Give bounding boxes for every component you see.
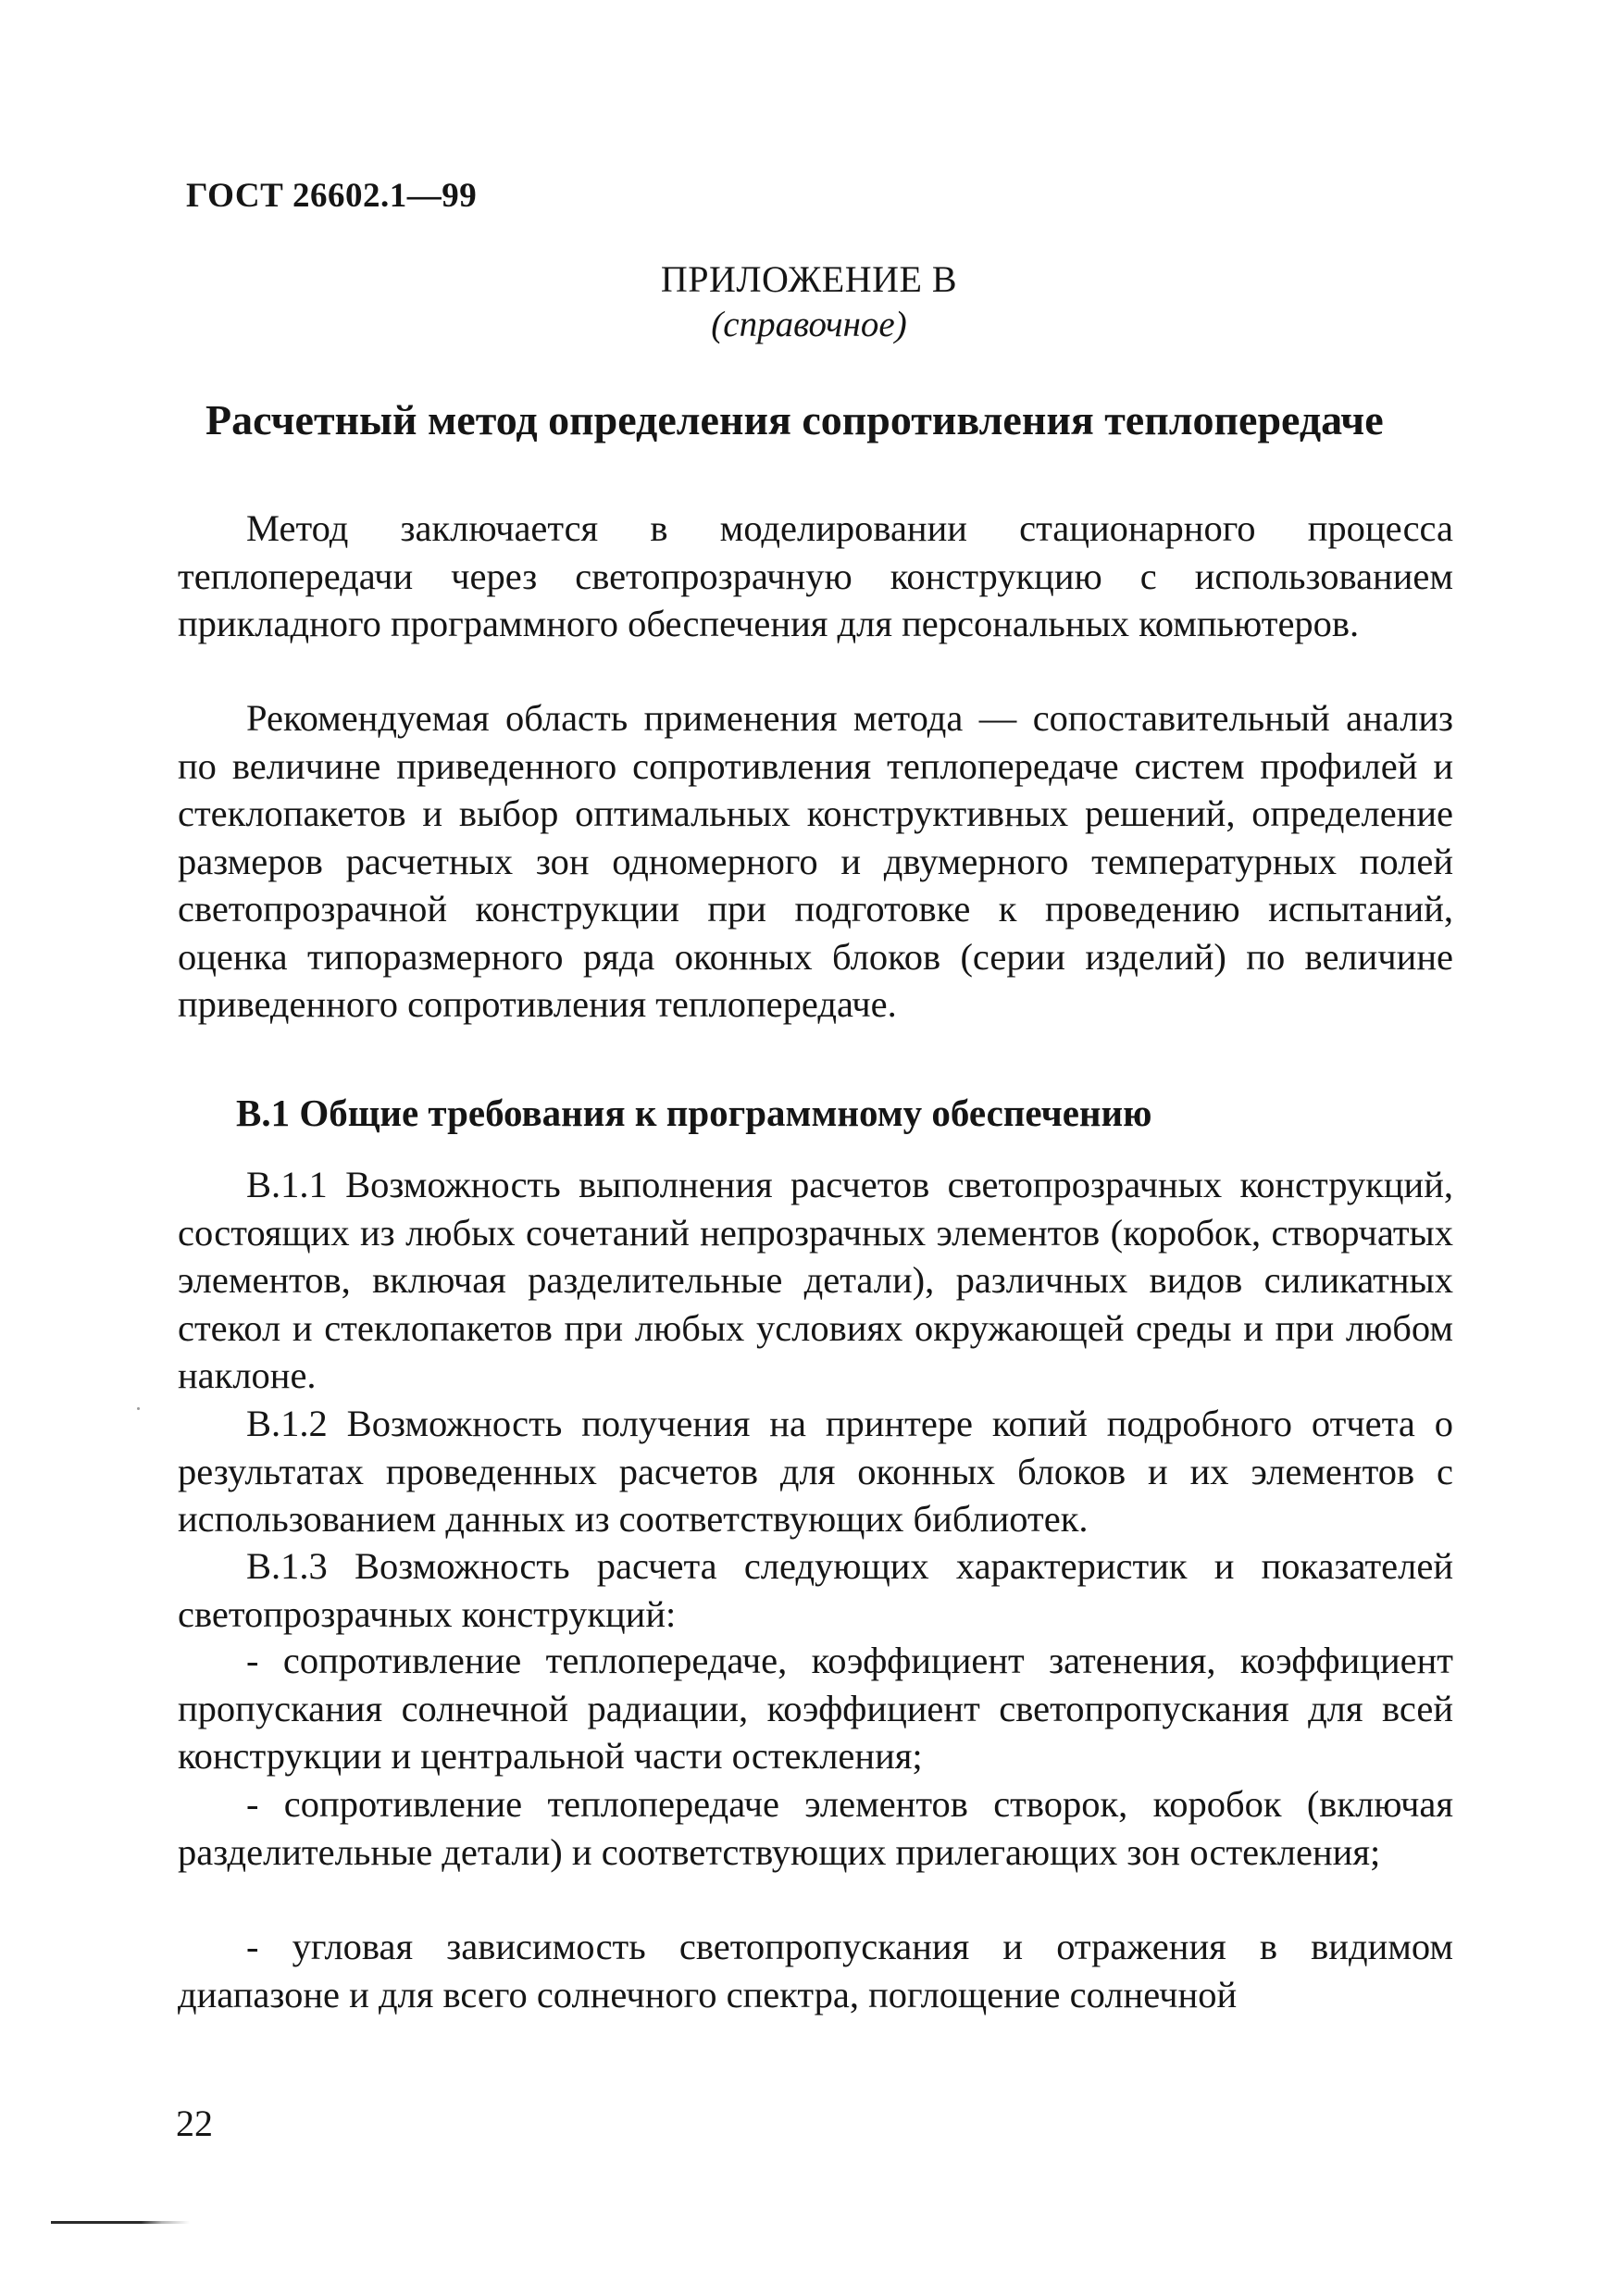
paragraph-b-1-3: В.1.3 Возможность расчета следующих характеристик и показателей светопрозрачных конструкций: bbox=[178, 1545, 1453, 1635]
paragraph-b-1-1: В.1.1 Возможность выполнения расчетов светопрозрачных конструкций, состоящих из любых сочетаний непрозрачных элементов (коробок, створчатых элементов, включая разделительные детали), различных видов силикатных стекол и стеклопакетов при любых условиях окружающей среды и при любом наклоне. bbox=[178, 1164, 1453, 1396]
subsection-title: В.1 Общие требования к программному обеспечению bbox=[236, 1092, 1152, 1134]
paragraph-b-1-2: В.1.2 Возможность получения на принтере копий подробного отчета о результатах проведенных расчетов для оконных блоков и их элементов с использованием данных из соответствующих библиотек. bbox=[178, 1403, 1453, 1540]
scan-artifact-speck bbox=[137, 1407, 140, 1410]
paragraph-scope: Рекомендуемая область применения метода — сопоставительный анализ по величине приведенного сопротивления теплопередаче систем профилей и стеклопакетов и выбор оптимальных конструктивных решений, определение размеров расчетных зон одномерного и двумерного температурных полей светопрозрачной конструкции при подготовке к проведению испытаний, оценка типоразмерного ряда оконных блоков (серии изделий) по величине приведенного сопротивления теплопередаче. bbox=[178, 697, 1453, 1025]
list-item-thermal-resistance: - сопротивление теплопередаче, коэффициент затенения, коэффициент пропускания солнечной радиации, коэффициент светопропускания для всей конструкции и центральной части остекления; bbox=[178, 1640, 1453, 1777]
document-code: ГОСТ 26602.1—99 bbox=[186, 177, 478, 215]
section-title: Расчетный метод определения сопротивления теплопередаче bbox=[205, 396, 1384, 443]
scan-artifact-rule bbox=[51, 2221, 190, 2224]
paragraph-method: Метод заключается в моделировании стационарного процесса теплопередачи через светопрозрачную конструкцию с использованием прикладного программного обеспечения для персональных компьютеров. bbox=[178, 507, 1453, 644]
page-number: 22 bbox=[176, 2103, 213, 2144]
list-item-sash-frame-resistance: - сопротивление теплопередаче элементов створок, коробок (включая разделительные детали) и соответствующих прилегающих зон остекления; bbox=[178, 1783, 1453, 1873]
list-item-angular-dependence: - угловая зависимость светопропускания и отражения в видимом диапазоне и для всего солнечного спектра, поглощение солнечной bbox=[178, 1926, 1453, 2015]
appendix-note: (справочное) bbox=[711, 305, 907, 344]
appendix-label: ПРИЛОЖЕНИЕ В bbox=[660, 258, 958, 300]
